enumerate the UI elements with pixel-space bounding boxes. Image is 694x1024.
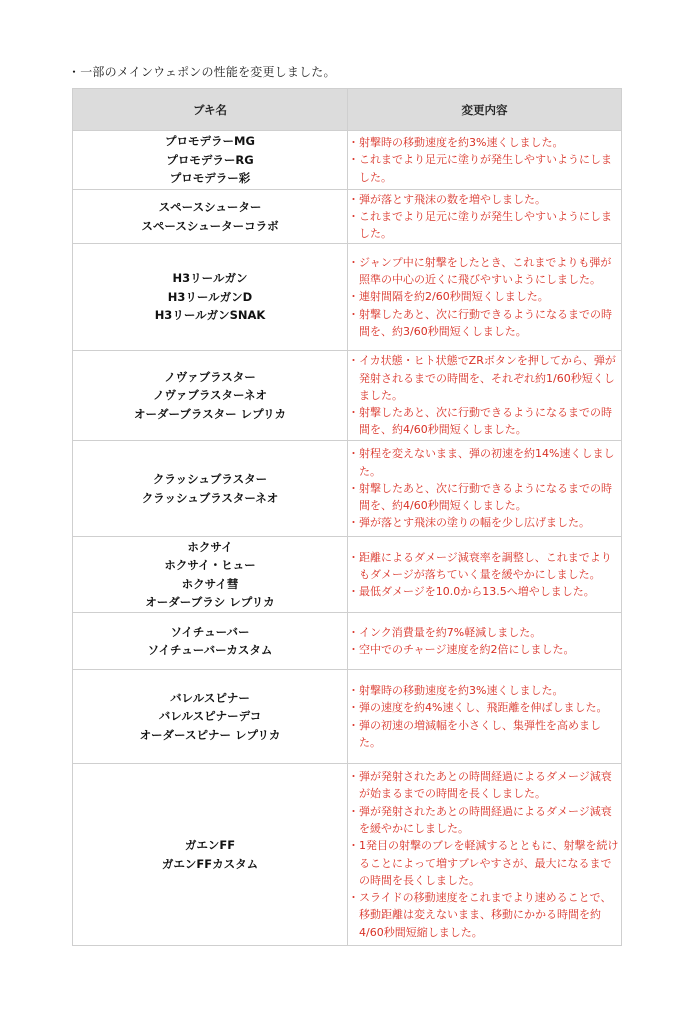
change-note: ・ 弾の初速の増減幅を小さくし、集弾性を高めました。 bbox=[348, 717, 621, 752]
weapon-name: バレルスピナーデコ bbox=[158, 709, 262, 724]
weapon-names-cell bbox=[73, 190, 348, 244]
weapon-name: オーダーブラシ レプリカ bbox=[145, 595, 275, 609]
weapon-name: オーダーブラスター レプリカ bbox=[133, 406, 286, 421]
change-note: ・ ジャンプ中に射撃をしたとき、これまでよりも弾が照準の中心の近くに飛びやすいようにしました。 bbox=[348, 254, 621, 289]
weapon-name: ガエンFFカスタム bbox=[161, 856, 259, 871]
weapon-name: クラッシュブラスターネオ bbox=[141, 490, 279, 505]
weapon-name: プロモデラー彩 bbox=[169, 171, 251, 186]
weapon-names-cell bbox=[73, 537, 348, 613]
weapon-names-cell bbox=[73, 670, 348, 764]
table-row bbox=[73, 131, 622, 190]
change-note: ・ インク消費量を約7%軽減しました。 bbox=[348, 624, 621, 641]
change-note: ・ 距離によるダメージ減衰率を調整し、これまでよりもダメージが落ちていく量を緩やかにしました。 bbox=[348, 549, 621, 584]
weapon-name: クラッシュブラスター bbox=[152, 472, 268, 486]
table-row bbox=[73, 244, 622, 351]
change-note: ・ 弾が発射されたあとの時間経過によるダメージ減衰を緩やかにしました。 bbox=[348, 803, 621, 838]
weapon-name: プロモデラーMG bbox=[165, 134, 255, 149]
change-note: ・ 弾の速度を約4%速くし、飛距離を伸ばしました。 bbox=[348, 699, 621, 716]
weapon-name: ノヴァブラスターネオ bbox=[153, 388, 267, 403]
weapon-changes-table bbox=[72, 88, 622, 946]
change-note: ・ 射程を変えないまま、弾の初速を約14%速くしました。 bbox=[348, 445, 621, 480]
change-note: ・ イカ状態・ヒト状態でZRボタンを押してから、弾が発射されるまでの時間を、それぞれ約1/60秒短くしました。 bbox=[348, 352, 621, 404]
weapon-names-cell bbox=[73, 613, 348, 670]
weapon-names-cell bbox=[73, 244, 348, 351]
change-note: ・ 弾が落とす飛沫の数を増やしました。 bbox=[348, 191, 621, 208]
weapon-name: H3リールガンSNAK bbox=[154, 308, 266, 323]
weapon-name: ガエンFF bbox=[184, 838, 236, 852]
header-weapon-name: ブキ名 bbox=[73, 89, 348, 131]
table-body bbox=[73, 131, 622, 946]
change-note: ・ 射撃したあと、次に行動できるようになるまでの時間を、約3/60秒間短くしました。 bbox=[348, 306, 621, 341]
change-notes-cell bbox=[348, 351, 622, 441]
weapon-name: スペースシューター bbox=[158, 200, 262, 214]
weapon-name: ホクサイ・ヒュー bbox=[164, 558, 256, 572]
change-notes-cell bbox=[348, 670, 622, 764]
table-row bbox=[73, 190, 622, 244]
table-row bbox=[73, 351, 622, 441]
table-row bbox=[73, 764, 622, 946]
weapon-names-cell bbox=[73, 131, 348, 190]
change-note: ・ 射撃時の移動速度を約3%速くしました。 bbox=[348, 682, 621, 699]
table-row bbox=[73, 537, 622, 613]
weapon-name: ソイチューバーカスタム bbox=[147, 643, 273, 657]
weapon-names-cell bbox=[73, 441, 348, 537]
change-notes-cell bbox=[348, 764, 622, 946]
change-note: ・ 射撃したあと、次に行動できるようになるまでの時間を、約4/60秒間短くしました。 bbox=[348, 480, 621, 515]
weapon-name: ホクサイ彗 bbox=[181, 576, 239, 591]
change-notes-cell bbox=[348, 244, 622, 351]
weapon-name: オーダースピナー レプリカ bbox=[139, 727, 281, 742]
weapon-name: ソイチューバー bbox=[170, 624, 250, 639]
weapon-name: ノヴァブラスター bbox=[164, 369, 256, 384]
change-notes-cell bbox=[348, 131, 622, 190]
change-note: ・ スライドの移動速度をこれまでより速めることで、移動距離は変えないまま、移動にかかる時間を約4/60秒間短縮しました。 bbox=[348, 889, 621, 941]
change-note: ・ 最低ダメージを10.0から13.5へ増やしました。 bbox=[348, 583, 621, 600]
weapon-names-cell bbox=[73, 351, 348, 441]
change-note: ・ 弾が発射されたあとの時間経過によるダメージ減衰が始まるまでの時間を長くしました。 bbox=[348, 768, 621, 803]
header-changes: 変更内容 bbox=[348, 89, 622, 131]
intro-text: ・一部のメインウェポンの性能を変更しました。 bbox=[68, 65, 336, 79]
weapon-name: ホクサイ bbox=[187, 539, 233, 554]
change-notes-cell bbox=[348, 441, 622, 537]
change-note: ・ 射撃したあと、次に行動できるようになるまでの時間を、約4/60秒間短くしました。 bbox=[348, 404, 621, 439]
change-note: ・ 1発目の射撃のブレを軽減するとともに、射撃を続けることによって増すブレやすさが、最大になるまでの時間を長くしました。 bbox=[348, 837, 621, 889]
change-note: ・ これまでより足元に塗りが発生しやすいようにしました。 bbox=[348, 208, 621, 243]
weapon-name: バレルスピナー bbox=[170, 690, 250, 705]
table-header-row bbox=[73, 89, 622, 131]
table-row bbox=[73, 670, 622, 764]
change-notes-cell bbox=[348, 190, 622, 244]
weapon-name: H3リールガンD bbox=[167, 289, 253, 304]
change-notes-cell bbox=[348, 537, 622, 613]
weapon-names-cell bbox=[73, 764, 348, 946]
weapon-name: スペースシューターコラボ bbox=[141, 218, 279, 233]
change-notes-cell bbox=[348, 613, 622, 670]
table-row bbox=[73, 441, 622, 537]
change-note: ・ これまでより足元に塗りが発生しやすいようにしました。 bbox=[348, 151, 621, 186]
table-row bbox=[73, 613, 622, 670]
weapon-name: H3リールガン bbox=[172, 271, 248, 286]
change-note: ・ 射撃時の移動速度を約3%速くしました。 bbox=[348, 134, 621, 151]
change-note: ・ 空中でのチャージ速度を約2倍にしました。 bbox=[348, 641, 621, 658]
change-note: ・ 連射間隔を約2/60秒間短くしました。 bbox=[348, 288, 621, 305]
change-note: ・ 弾が落とす飛沫の塗りの幅を少し広げました。 bbox=[348, 514, 621, 531]
weapon-name: プロモデラーRG bbox=[166, 152, 254, 167]
